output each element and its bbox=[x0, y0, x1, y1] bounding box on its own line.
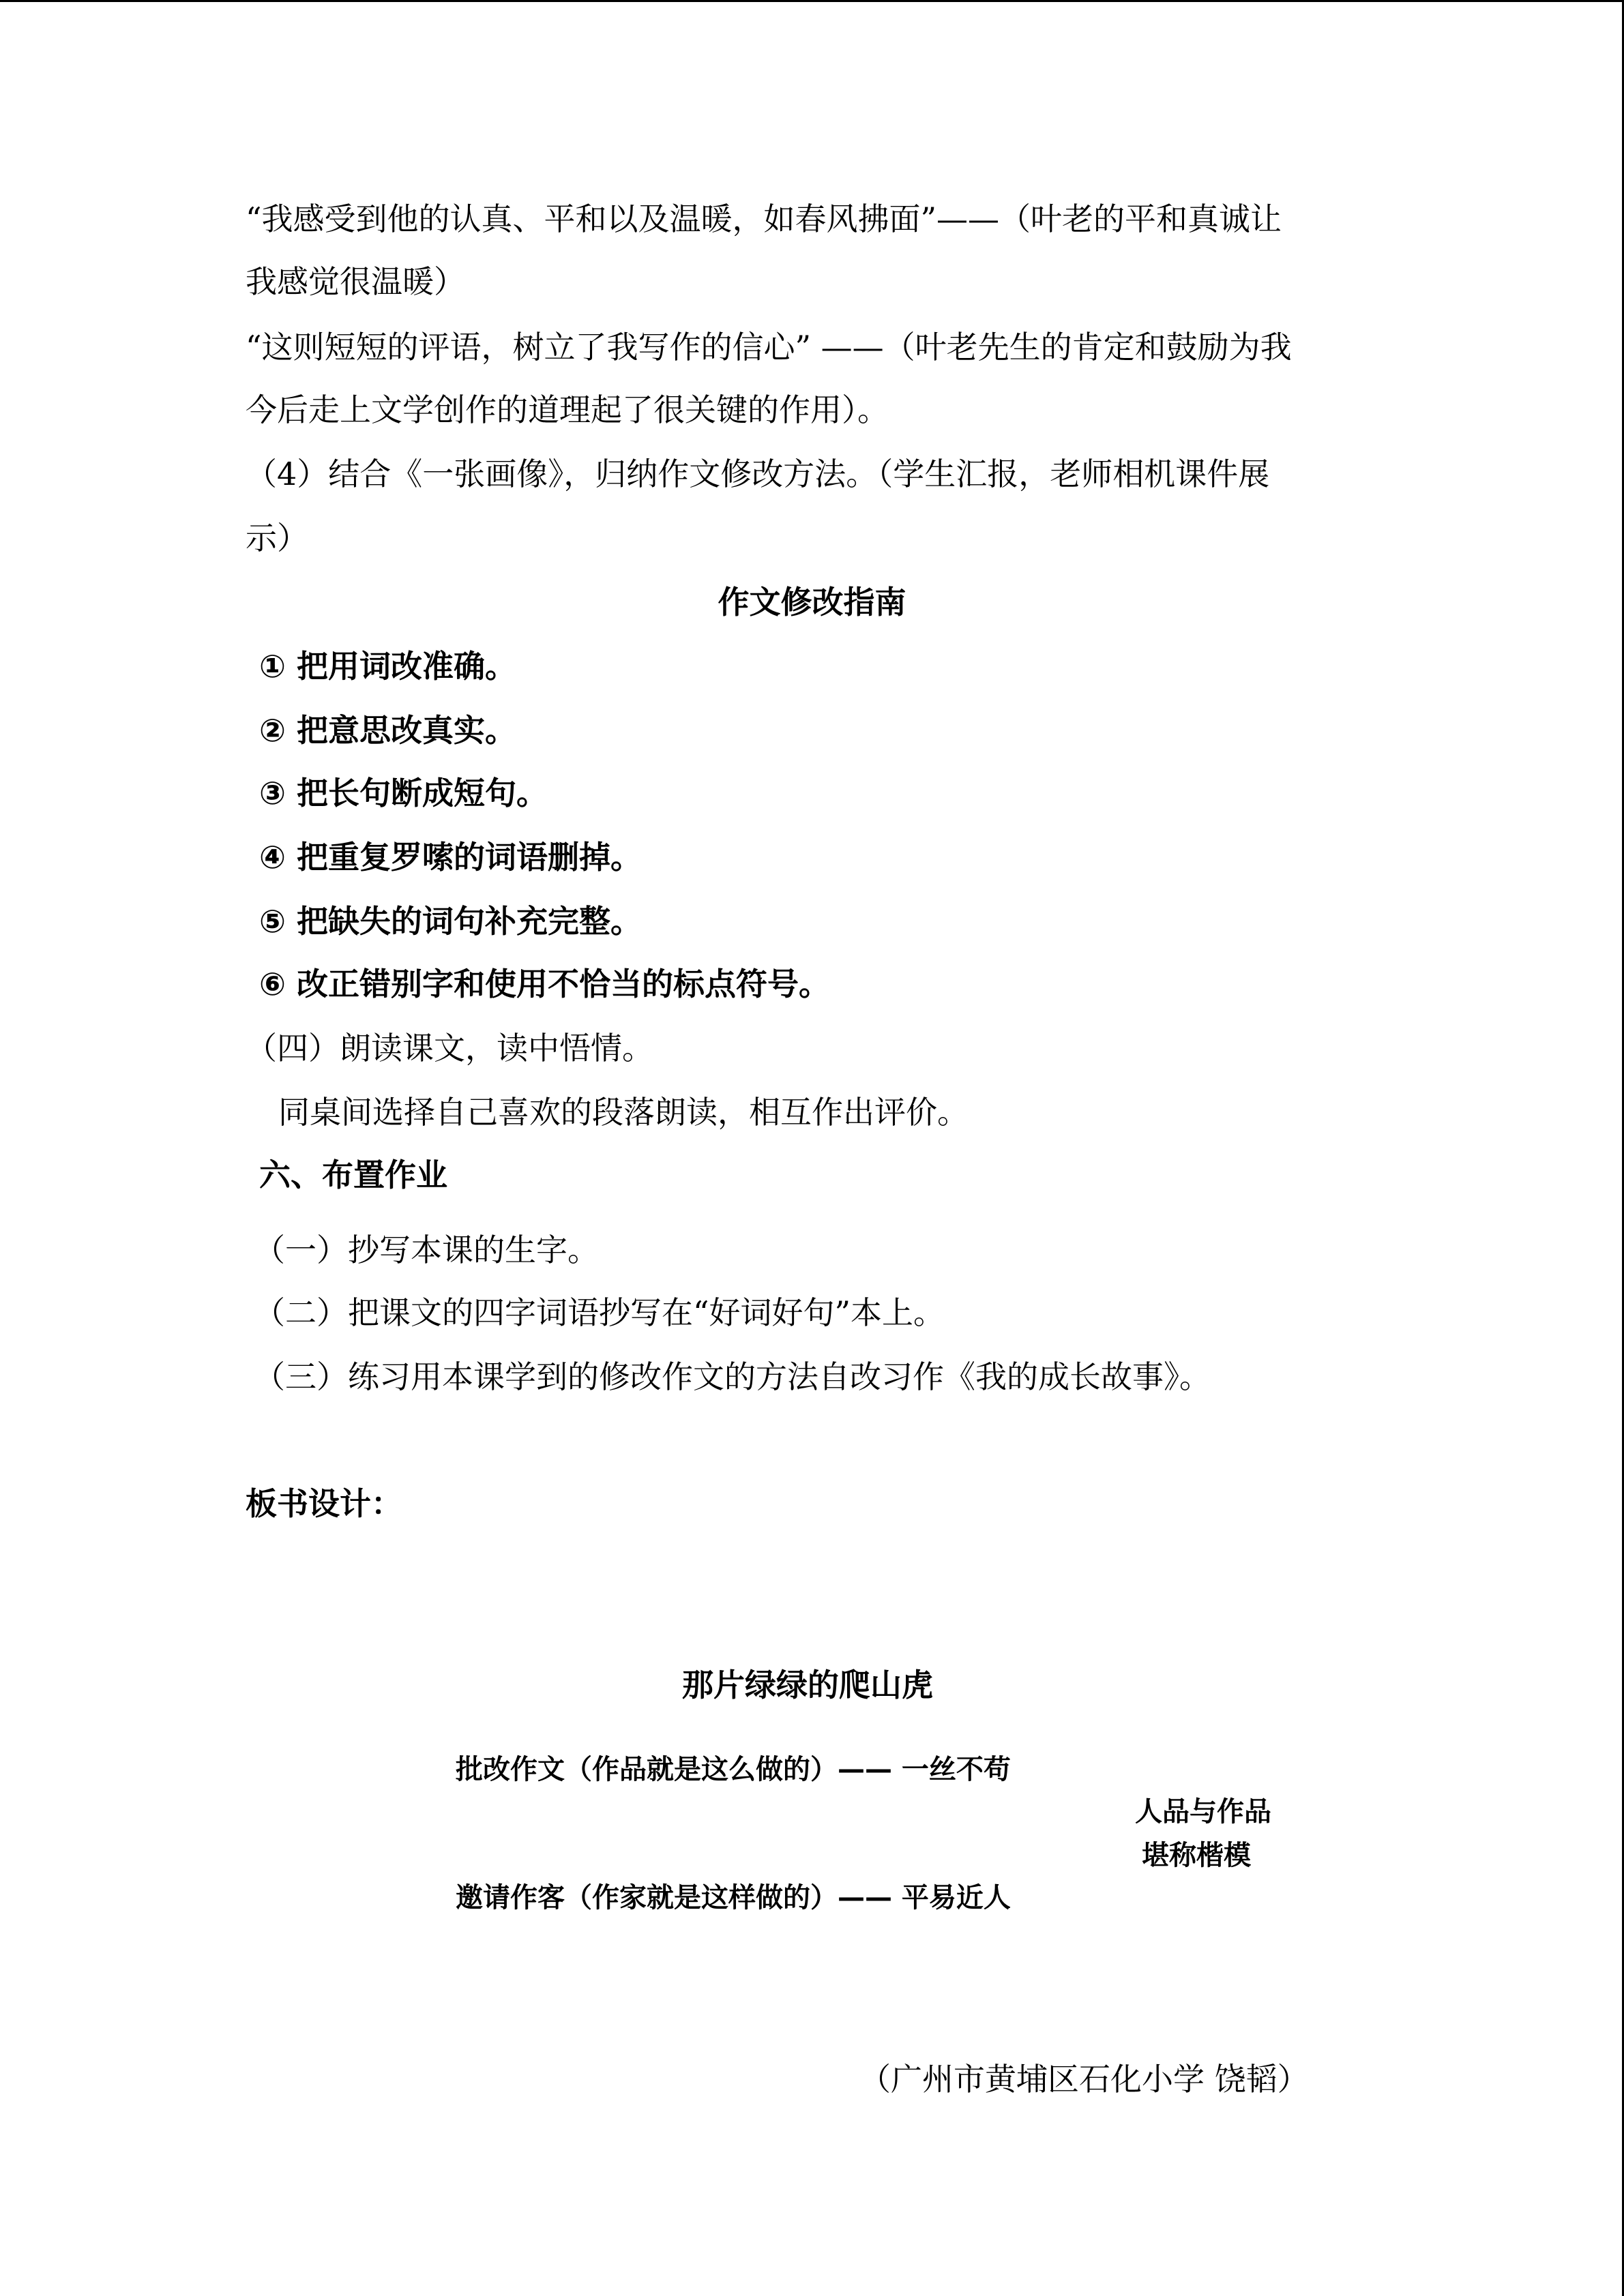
paragraph-line: “我感受到他的认真、平和以及温暖，如春风拂面”——（叶老的平和真诚让 bbox=[246, 200, 1282, 237]
paragraph-line: 示） bbox=[246, 520, 308, 556]
guide-item: ⑥ 改正错别字和使用不恰当的标点符号。 bbox=[259, 966, 830, 1002]
guide-item: ④ 把重复罗嗦的词语删掉。 bbox=[259, 839, 642, 876]
guide-item: ⑤ 把缺失的词句补充完整。 bbox=[259, 903, 642, 940]
guide-item: ① 把用词改准确。 bbox=[259, 648, 516, 685]
author-attribution: （广州市黄埔区石化小学 饶韬） bbox=[859, 2061, 1309, 2098]
board-right-text: 堪称楷模 bbox=[1142, 1840, 1251, 1871]
homework-item: （一）抄写本课的生字。 bbox=[254, 1232, 599, 1268]
paragraph-line: （4）结合《一张画像》，归纳作文修改方法。（学生汇报，老师相机课件展 bbox=[246, 456, 1270, 492]
board-title: 那片绿绿的爬山虎 bbox=[682, 1667, 933, 1703]
guide-item: ③ 把长句断成短句。 bbox=[259, 775, 548, 811]
reading-text: 同桌间选择自己喜欢的段落朗读，相互作出评价。 bbox=[278, 1094, 969, 1131]
guide-item: ② 把意思改真实。 bbox=[259, 712, 516, 749]
paragraph-line: “这则短短的评语，树立了我写作的信心” ——（叶老先生的肯定和鼓励为我 bbox=[246, 329, 1292, 366]
reading-heading: （四）朗读课文，读中悟情。 bbox=[246, 1030, 653, 1067]
homework-item: （三）练习用本课学到的修改作文的方法自改习作《我的成长故事》。 bbox=[254, 1358, 1211, 1395]
paragraph-line: 我感觉很温暖） bbox=[246, 263, 465, 300]
board-row: 批改作文（作品就是这么做的）—— 一丝不苟 bbox=[456, 1754, 1011, 1785]
paragraph-line: 今后走上文学创作的道理起了很关键的作用）。 bbox=[246, 391, 889, 428]
homework-item: （二）把课文的四字词语抄写在“好词好句”本上。 bbox=[254, 1294, 945, 1331]
board-design-label: 板书设计： bbox=[246, 1485, 402, 1522]
board-row: 邀请作客（作家就是这样做的）—— 平易近人 bbox=[456, 1882, 1011, 1913]
guide-title: 作文修改指南 bbox=[718, 584, 906, 621]
homework-heading: 六、布置作业 bbox=[259, 1157, 447, 1193]
board-right-text: 人品与作品 bbox=[1135, 1796, 1271, 1828]
